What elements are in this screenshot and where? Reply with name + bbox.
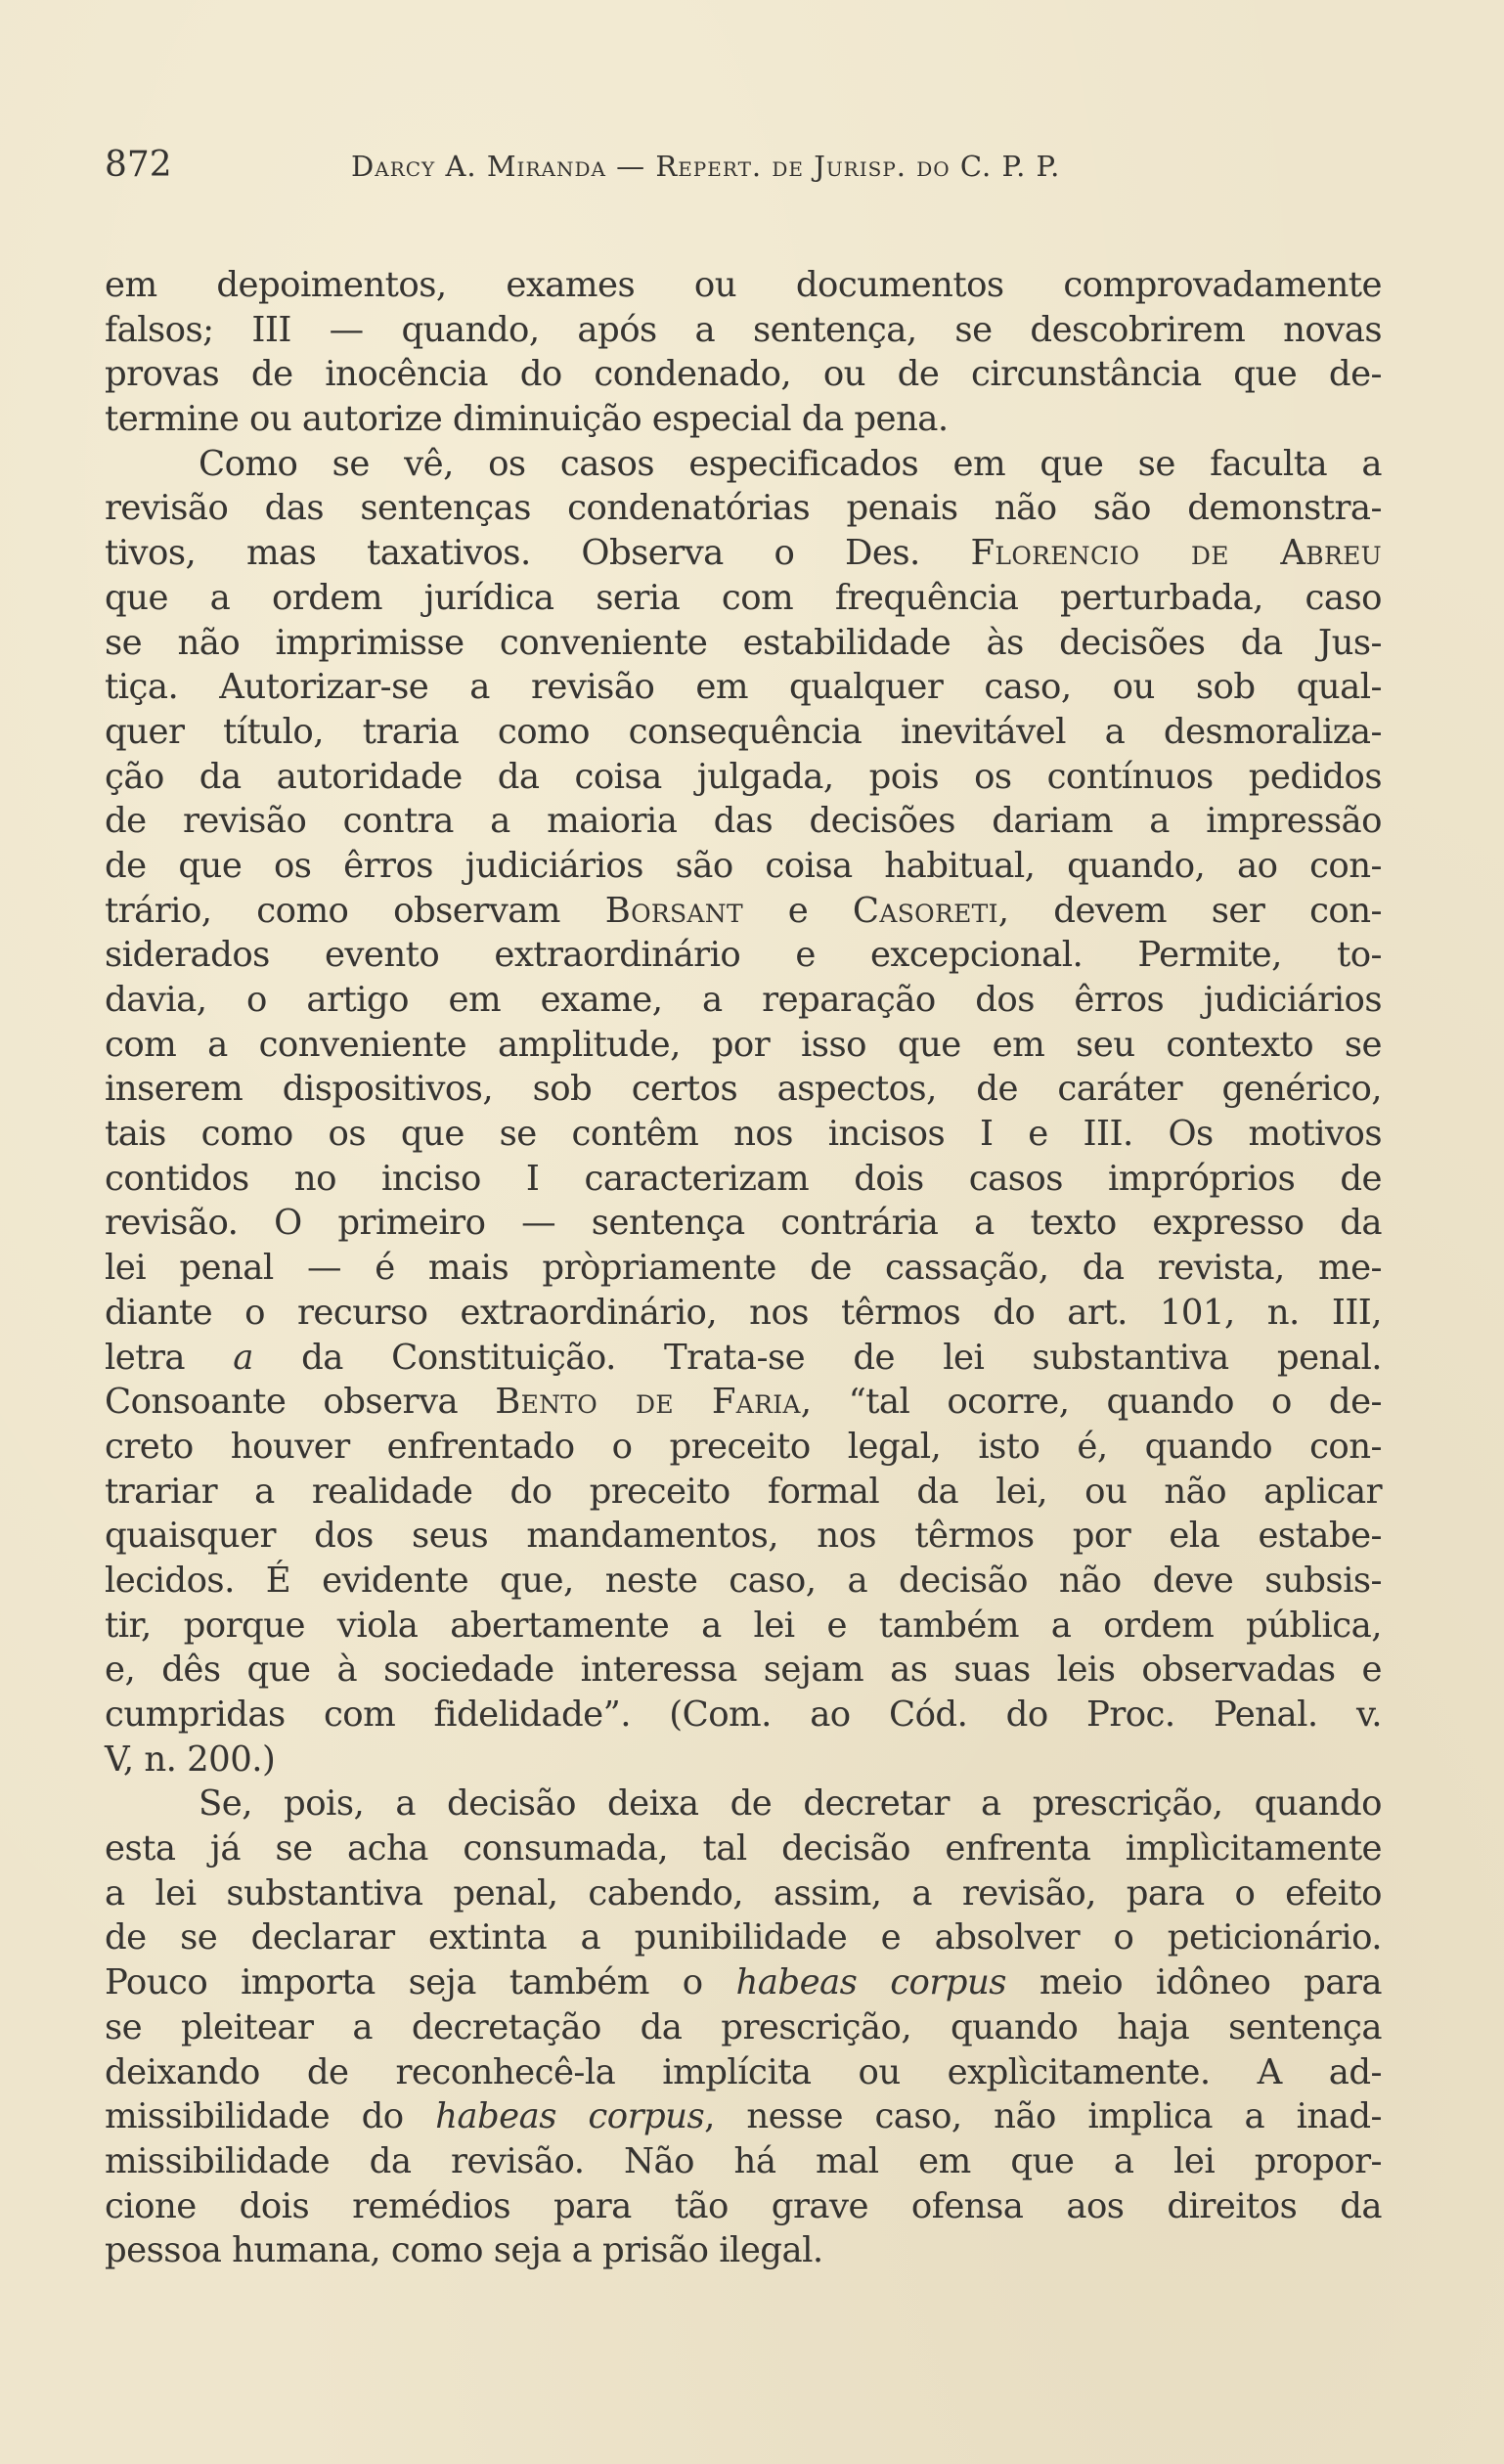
text-run: deixando de reconhecê-la implícita ou explìcitamente. A ad- bbox=[105, 2051, 1382, 2092]
text-run: com a conveniente amplitude, por isso que em seu contexto se bbox=[105, 1024, 1382, 1065]
text-line bbox=[105, 1246, 1382, 1291]
text-run: contidos no inciso I caracterizam dois casos impróprios de bbox=[105, 1158, 1382, 1199]
paragraph bbox=[105, 1782, 1382, 2273]
italic-term: a bbox=[233, 1337, 253, 1378]
text-run: davia, o artigo em exame, a reparação dos êrros judiciários bbox=[105, 980, 1382, 1020]
text-run: siderados evento extraordinário e excepcional. Permite, to- bbox=[105, 935, 1382, 976]
paragraph bbox=[105, 263, 1382, 442]
body-text bbox=[105, 263, 1382, 2273]
text-line bbox=[105, 1604, 1382, 1649]
text-line bbox=[105, 1291, 1382, 1336]
text-run: cumpridas com fidelidade”. (Com. ao Cód. do Proc. Penal. v. bbox=[105, 1694, 1382, 1735]
text-line bbox=[105, 576, 1382, 621]
text-line bbox=[105, 799, 1382, 844]
text-line bbox=[105, 710, 1382, 755]
text-line bbox=[105, 1826, 1382, 1871]
text-line bbox=[105, 1915, 1382, 1960]
text-line bbox=[105, 442, 1382, 487]
text-run: se não imprimisse conveniente estabilidade às decisões da Jus- bbox=[105, 622, 1382, 663]
text-line bbox=[105, 352, 1382, 397]
text-line bbox=[105, 2094, 1382, 2139]
text-line bbox=[105, 1157, 1382, 1202]
text-line bbox=[105, 1067, 1382, 1112]
text-run: quer título, traria como consequência inevitável a desmoraliza- bbox=[105, 711, 1382, 752]
text-run: creto houver enfrentado o preceito legal, isto é, quando con- bbox=[105, 1426, 1382, 1467]
text-run: inserem dispositivos, sob certos aspectos, de caráter genérico, bbox=[105, 1069, 1382, 1110]
text-run: Pouco importa seja também o bbox=[105, 1962, 736, 2003]
running-title: Darcy A. Miranda — Repert. de Jurisp. do C. P. P. bbox=[351, 150, 1061, 183]
text-line bbox=[105, 1738, 1382, 1782]
text-line bbox=[105, 621, 1382, 666]
text-run: missibilidade do bbox=[105, 2096, 436, 2137]
text-run: trariar a realidade do preceito formal da lei, ou não aplicar bbox=[105, 1471, 1382, 1512]
text-run: e bbox=[742, 890, 853, 931]
text-line bbox=[105, 1380, 1382, 1425]
text-run: lecidos. É evidente que, neste caso, a decisão não deve subsis- bbox=[105, 1560, 1382, 1601]
italic-term: habeas corpus bbox=[435, 2096, 705, 2137]
text-line bbox=[105, 1648, 1382, 1693]
text-run: diante o recurso extraordinário, nos têrmos do art. 101, n. III, bbox=[105, 1292, 1382, 1333]
text-run: se pleitear a decretação da prescrição, quando haja sentença bbox=[105, 2006, 1382, 2047]
text-run: que a ordem jurídica seria com frequência perturbada, caso bbox=[105, 577, 1382, 618]
author-name: Bento de Faria bbox=[495, 1382, 801, 1423]
text-line bbox=[105, 2139, 1382, 2184]
text-run: , “tal ocorre, quando o de- bbox=[800, 1382, 1383, 1423]
text-run: a lei substantiva penal, cabendo, assim, a revisão, para o efeito bbox=[105, 1872, 1382, 1914]
text-line bbox=[105, 2184, 1382, 2229]
text-run: em depoimentos, exames ou documentos comprovadamente bbox=[105, 265, 1382, 305]
text-run: trário, como observam bbox=[105, 890, 605, 931]
page-number: 872 bbox=[105, 145, 172, 185]
text-line bbox=[105, 1871, 1382, 1916]
text-line bbox=[105, 1112, 1382, 1157]
text-run: tiça. Autorizar-se a revisão em qualquer caso, ou sob qual- bbox=[105, 667, 1382, 708]
text-line bbox=[105, 1336, 1382, 1381]
text-line bbox=[105, 1514, 1382, 1559]
text-run: pessoa humana, como seja a prisão ilegal. bbox=[105, 2230, 823, 2271]
text-run: Como se vê, os casos especificados em que se faculta a bbox=[199, 443, 1382, 484]
text-line bbox=[105, 1425, 1382, 1470]
text-line bbox=[105, 1559, 1382, 1604]
text-run: de se declarar extinta a punibilidade e absolver o peticionário. bbox=[105, 1917, 1382, 1958]
text-line bbox=[105, 531, 1382, 576]
text-run: Se, pois, a decisão deixa de decretar a prescrição, quando bbox=[199, 1783, 1382, 1825]
text-run: revisão. O primeiro — sentença contrária a texto expresso da bbox=[105, 1203, 1382, 1244]
text-line bbox=[105, 397, 1382, 442]
text-run: , nesse caso, não implica a inad- bbox=[704, 2096, 1382, 2137]
text-run: ção da autoridade da coisa julgada, pois os contínuos pedidos bbox=[105, 756, 1382, 797]
text-run: tivos, mas taxativos. Observa o Des. bbox=[105, 533, 971, 574]
text-run: , devem ser con- bbox=[997, 890, 1382, 931]
text-line bbox=[105, 933, 1382, 978]
text-line bbox=[105, 486, 1382, 531]
text-run: Consoante observa bbox=[105, 1382, 496, 1423]
author-name: Borsant bbox=[604, 890, 743, 931]
text-run: tais como os que se contêm nos incisos I e III. Os motivos bbox=[105, 1114, 1382, 1155]
text-line bbox=[105, 2050, 1382, 2095]
text-run: letra bbox=[105, 1337, 234, 1378]
text-run: revisão das sentenças condenatórias penais não são demonstra- bbox=[105, 488, 1382, 529]
text-run: cione dois remédios para tão grave ofensa aos direitos da bbox=[105, 2185, 1382, 2226]
text-line bbox=[105, 844, 1382, 889]
text-run: V, n. 200.) bbox=[105, 1738, 276, 1780]
text-run: falsos; III — quando, após a sentença, se descobrirem novas bbox=[105, 309, 1382, 350]
text-run: termine ou autorize diminuição especial da pena. bbox=[105, 399, 949, 440]
text-run: esta já se acha consumada, tal decisão enfrenta implìcitamente bbox=[105, 1828, 1382, 1870]
running-head bbox=[105, 145, 1382, 192]
text-line bbox=[105, 308, 1382, 353]
paragraph bbox=[105, 442, 1382, 1782]
text-run: quaisquer dos seus mandamentos, nos têrmos por ela estabe- bbox=[105, 1516, 1382, 1557]
text-run: provas de inocência do condenado, ou de circunstância que de- bbox=[105, 354, 1382, 395]
text-line bbox=[105, 1782, 1382, 1826]
text-run: de revisão contra a maioria das decisões dariam a impressão bbox=[105, 801, 1382, 842]
text-line bbox=[105, 889, 1382, 934]
text-line bbox=[105, 1960, 1382, 2005]
text-run: meio idôneo para bbox=[1005, 1962, 1382, 2003]
text-run: tir, porque viola abertamente a lei e também a ordem pública, bbox=[105, 1605, 1382, 1646]
text-line bbox=[105, 755, 1382, 800]
italic-term: habeas corpus bbox=[735, 1962, 1006, 2003]
text-line bbox=[105, 978, 1382, 1023]
text-line bbox=[105, 2005, 1382, 2050]
author-name: Florencio de Abreu bbox=[970, 533, 1382, 574]
text-run: da Constituição. Trata-se de lei substantiva penal. bbox=[252, 1337, 1383, 1378]
book-page bbox=[105, 145, 1382, 2273]
text-line bbox=[105, 2228, 1382, 2273]
text-line bbox=[105, 1693, 1382, 1738]
text-line bbox=[105, 665, 1382, 710]
text-run: e, dês que à sociedade interessa sejam as suas leis observadas e bbox=[105, 1650, 1382, 1691]
text-line bbox=[105, 1023, 1382, 1068]
text-run: missibilidade da revisão. Não há mal em que a lei propor- bbox=[105, 2140, 1382, 2181]
text-line bbox=[105, 1201, 1382, 1246]
text-run: lei penal — é mais pròpriamente de cassação, da revista, me- bbox=[105, 1248, 1382, 1289]
text-run: de que os êrros judiciários são coisa habitual, quando, ao con- bbox=[105, 845, 1382, 886]
text-line bbox=[105, 263, 1382, 308]
text-line bbox=[105, 1470, 1382, 1515]
author-name: Casoreti bbox=[852, 890, 998, 931]
